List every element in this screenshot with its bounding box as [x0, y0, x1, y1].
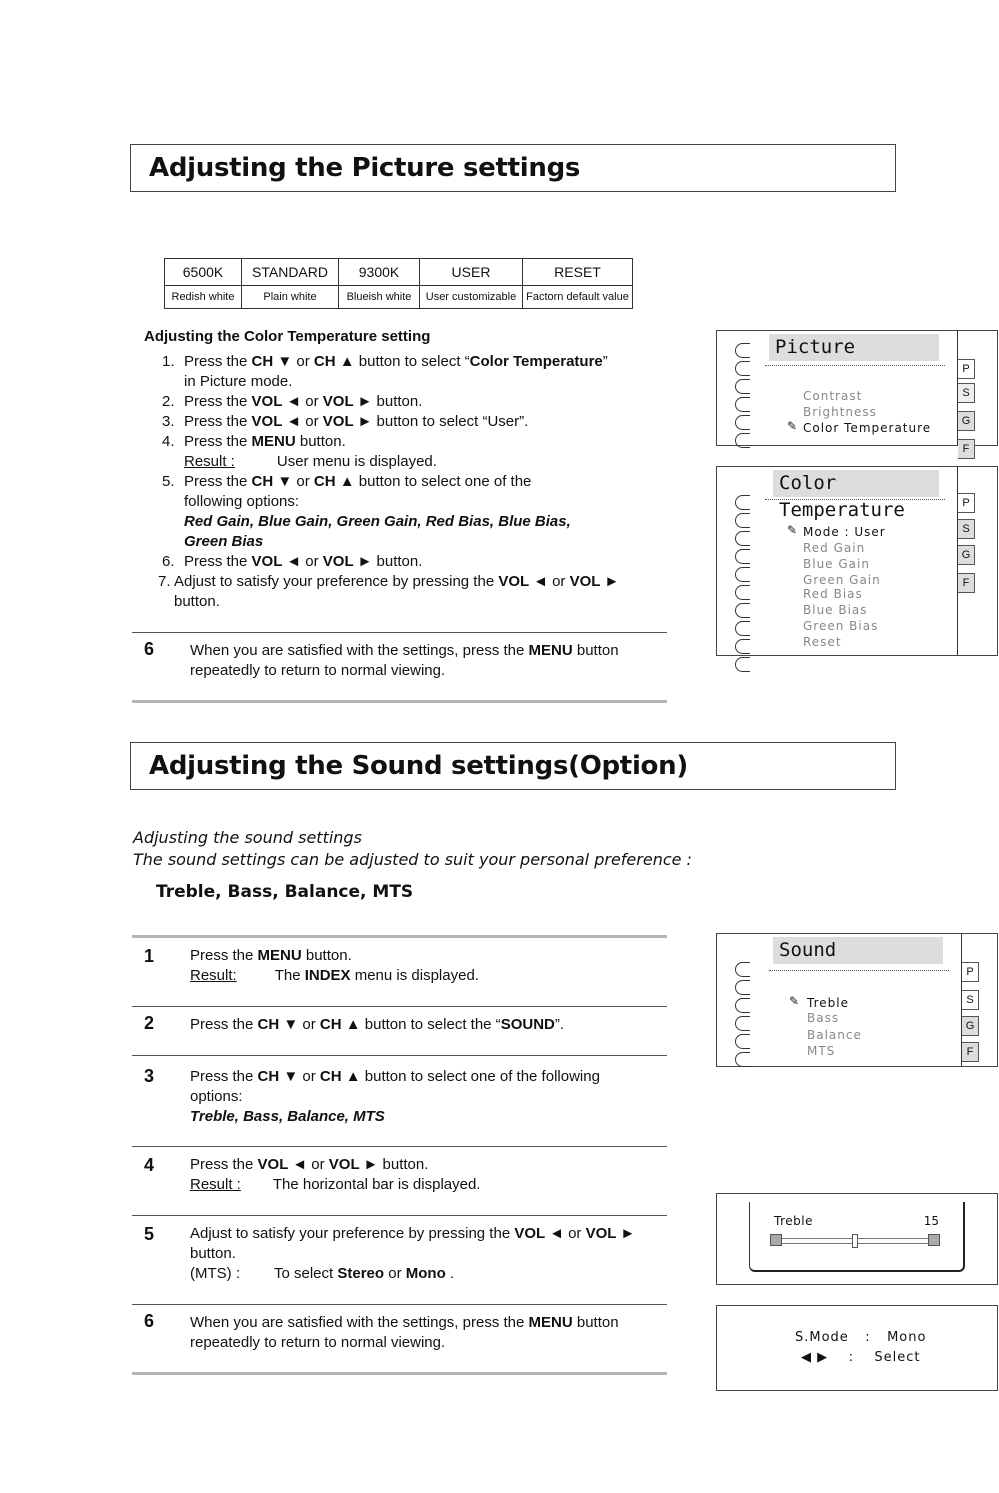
pencil-icon: ✎ — [789, 994, 800, 1008]
table-header: STANDARD — [242, 259, 339, 286]
slider-left-cap — [770, 1234, 782, 1246]
osd-title: Color Temperature — [773, 470, 939, 497]
menu-item[interactable]: Bass — [807, 1011, 840, 1025]
osd-sound-menu — [716, 933, 998, 1067]
picture-section-header — [130, 144, 896, 192]
smode-line — [795, 1330, 926, 1345]
table-header: USER — [420, 259, 523, 286]
pencil-icon: ✎ — [787, 523, 798, 537]
sound-section-title: Adjusting the Sound settings(Option) — [149, 751, 688, 781]
osd-tabs — [957, 331, 992, 455]
picture-section-title: Adjusting the Picture settings — [149, 153, 581, 183]
tab-function[interactable]: F — [958, 573, 975, 593]
osd-title: Picture — [769, 334, 939, 361]
menu-item[interactable]: Contrast — [803, 389, 863, 403]
table-cell: User customizable — [420, 286, 523, 309]
dotted-divider — [765, 499, 945, 500]
table-header: RESET — [523, 259, 633, 286]
smode-value: Mono — [887, 1330, 927, 1345]
table-cell: Blueish white — [339, 286, 420, 309]
menu-item[interactable]: Green Bias — [803, 619, 879, 633]
tab-picture[interactable]: P — [958, 493, 975, 513]
spiral-binding-icon — [735, 962, 757, 1070]
menu-item-selected[interactable]: Mode : User — [803, 525, 886, 539]
dotted-divider — [765, 365, 945, 366]
sound-step: 4 Press the VOL ◄ or VOL ► button. Result : The horizontal bar is displayed. — [144, 1155, 481, 1193]
spiral-binding-icon — [735, 343, 757, 451]
section-divider-bar — [132, 700, 667, 703]
select-label: Select — [874, 1350, 921, 1365]
treble-label: Treble — [774, 1214, 813, 1228]
tab-sound[interactable]: S — [962, 990, 979, 1010]
select-line — [801, 1350, 921, 1365]
menu-item[interactable]: Blue Bias — [803, 603, 868, 617]
table-header: 6500K — [165, 259, 242, 286]
sound-step: 5 Adjust to satisfy your preference by pressing the VOL ◄ or VOL ► button. (MTS) : To select Stereo or Mono . — [144, 1224, 636, 1282]
menu-item[interactable]: Brightness — [803, 405, 877, 419]
spiral-binding-icon — [735, 495, 757, 675]
sound-intro-1: Adjusting the sound settings — [133, 828, 362, 847]
smode-sep: : — [865, 1330, 871, 1345]
tab-sound[interactable]: S — [958, 383, 975, 403]
osd-treble-bar — [716, 1193, 998, 1285]
menu-item[interactable]: Red Gain — [803, 541, 866, 555]
osd-color-temperature-menu — [716, 466, 998, 656]
table-header: 9300K — [339, 259, 420, 286]
select-sep: : — [848, 1350, 854, 1365]
section-divider-bar — [132, 1372, 667, 1375]
color-temp-steps: 1. Press the CH ▼ or CH ▲ button to select “Color Temperature” in Picture mode. 2. Press the VOL ◄ or VOL ► button. 3. Press the VOL ◄ or VOL ► button to select “User”. 4. Press the MENU button. Result : User menu is displayed. 5. Press the CH ▼ or CH ▲ button to select one of the following options: Red Gain, Blue Gain, Green Gain, Red Bias, Blue Bias, Green Bias 6. Press the VOL ◄ or VOL ► button. 7. Adjust to satisfy your preference by pressing the VOL ◄ or VOL ► button. — [158, 353, 620, 610]
osd-picture-menu — [716, 330, 998, 455]
sound-section-header — [130, 742, 896, 790]
tab-general[interactable]: G — [962, 1016, 979, 1036]
menu-item-selected[interactable]: Color Temperature — [803, 421, 932, 435]
sound-step: 2 Press the CH ▼ or CH ▲ button to select the “SOUND”. — [144, 1013, 565, 1033]
menu-item-selected[interactable]: Treble — [807, 996, 849, 1010]
picture-final-step: 6 When you are satisfied with the settings, press the MENU button repeatedly to return to normal viewing. — [144, 639, 619, 679]
slider-right-cap — [928, 1234, 940, 1246]
menu-item[interactable]: Green Gain — [803, 573, 881, 587]
tab-picture[interactable]: P — [958, 359, 975, 379]
menu-item[interactable]: Blue Gain — [803, 557, 870, 571]
color-temp-subheading: Adjusting the Color Temperature setting — [144, 328, 431, 345]
sound-intro-2: The sound settings can be adjusted to suit your personal preference : — [133, 850, 692, 869]
sound-step: 3 Press the CH ▼ or CH ▲ button to select one of the following options: Treble, Bass, Balance, MTS — [144, 1066, 600, 1125]
osd-title: Sound — [773, 937, 943, 964]
tab-picture[interactable]: P — [962, 962, 979, 982]
table-cell: Redish white — [165, 286, 242, 309]
treble-slider[interactable] — [770, 1234, 940, 1246]
table-cell: Factorn default value — [523, 286, 633, 309]
tab-function[interactable]: F — [962, 1042, 979, 1062]
menu-item[interactable]: MTS — [807, 1044, 836, 1058]
sound-step: 1 Press the MENU button. Result: The INDEX menu is displayed. — [144, 946, 479, 984]
sound-options: Treble, Bass, Balance, MTS — [156, 882, 414, 902]
osd-smode — [716, 1305, 998, 1391]
menu-item[interactable]: Red Bias — [803, 587, 863, 601]
osd-tabs — [957, 467, 992, 655]
tab-general[interactable]: G — [958, 411, 975, 431]
table-cell: Plain white — [242, 286, 339, 309]
tab-function[interactable]: F — [958, 439, 975, 459]
left-right-arrows-icon: ◀ ▶ — [801, 1350, 829, 1365]
bar-frame — [749, 1202, 965, 1272]
smode-label: S.Mode — [795, 1330, 849, 1345]
dotted-divider — [769, 970, 949, 971]
tab-general[interactable]: G — [958, 545, 975, 565]
menu-item[interactable]: Balance — [807, 1028, 862, 1042]
tab-sound[interactable]: S — [958, 519, 975, 539]
pencil-icon: ✎ — [787, 419, 798, 433]
menu-item[interactable]: Reset — [803, 635, 842, 649]
treble-value: 15 — [923, 1214, 939, 1228]
slider-thumb[interactable] — [852, 1234, 858, 1248]
osd-tabs — [961, 934, 996, 1066]
sound-step: 6 When you are satisfied with the settings, press the MENU button repeatedly to return to normal viewing. — [144, 1311, 619, 1351]
color-temperature-table — [164, 258, 633, 309]
